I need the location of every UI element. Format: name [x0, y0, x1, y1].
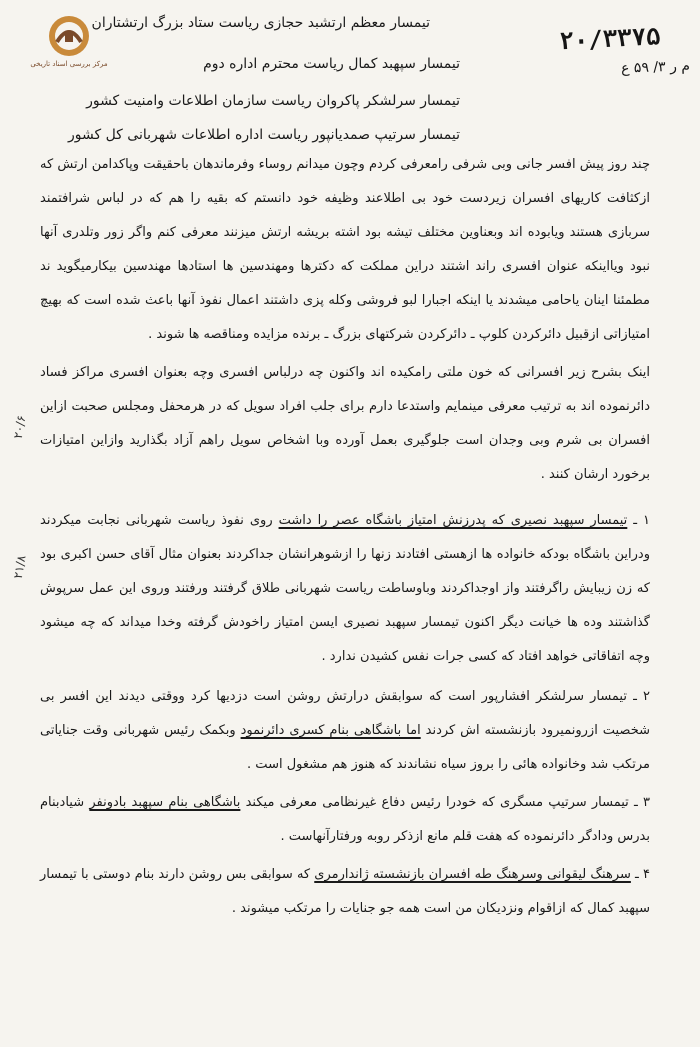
paragraph-intro: چند روز پیش افسر جانی وبی شرفی رامعرفی کردم وچون میدانم روساء وفرماندهان باحقیقت وپاکدامن ارتش که ازکثافت کاریهای افسران زیردست خود بی اطلاعند وظیفه خود دانستم که بقیه را هم که در لباس شرافتمند سربازی هستند ویابوده اند وبعناوین مختلف تیشه بود اشته بریشه ارتش میزنند معرفی کنم واگر زور وتلدری آنها نبود ویااینکه عنوان افسری راند اشتند دراین مملکت که دکترها ومهندسین ها استادها مهندسین بیکارمیگوید ند مطمئنا اینان یاحامی میشدند یا اینکه اجبارا لبو فروشی وکله پزی داشتند اعمال نفوذ آنها باعث شده است که بهیچ امتیازاتی ازقبیل دائرکردن کلوپ ـ دائرکردن شرکتهای بزرگ ـ برنده مزایده ومناقصه ها شوند . — [40, 157, 650, 342]
list-item-2: ۲ ـ تیمسار سرلشکر افشارپور است که سوابقش درارتش روشن است دزدیها کرد ووقتی دیدند این افسر بی شخصیت ازرونمیرود بازنشسته اش کردند اما باشگاهی بنام کسری دائرنمود وبکمک رئیس شهربانی وقت جنایاتی مرتکب شد وخانواده هائی را بروز سیاه نشاندند که هنوز هم مشغول است . — [40, 689, 650, 772]
addressee-1: تیمسار معظم ارتشبد حجازی ریاست ستاد بزرگ ارتشتاران — [91, 15, 430, 31]
underlined-text: باشگاهی بنام سپهبد بادونفر — [89, 795, 241, 810]
underlined-text: اما باشگاهی بنام کسری دائرنمود — [240, 723, 421, 738]
archive-logo-text: مرکز بررسی اسناد تاریخی — [30, 60, 108, 68]
margin-note-1: ۲۰/۶ — [10, 414, 29, 440]
underlined-text: تیمسار سپهبد نصیری که پدرزنش امتیاز باشگاه عصر را داشت — [278, 513, 628, 528]
letter-body — [40, 148, 650, 926]
addressee-3: تیمسار سرلشکر پاکروان ریاست سازمان اطلاعات وامنیت کشور — [86, 93, 460, 109]
underlined-text: سرهنگ لیقوانی وسرهنگ طه افسران بازنشسته ژاندارمری — [314, 867, 631, 882]
paragraph-second: اینک بشرح زیر افسرانی که خون ملتی رامکیده اند واکنون چه درلباس افسری وچه بعنوان افسری مراکز فساد دائرنموده اند به ترتیب معرفی مینمایم واستدعا دارم برای جلب افراد سویل که در هرمحفل ومجلس صحبت ازاین افسران بی شرم وبی وجدان است جلوگیری بعمل آورده وبا اشخاص سویل راهم آزاد بگذارید وازاین امتیازات برخورد ارشان کنند . — [40, 365, 650, 482]
document-subnumber: م ر ۳/ ۵۹ ع — [620, 58, 691, 77]
list-item-1: ۱ ـ تیمسار سپهبد نصیری که پدرزنش امتیاز باشگاه عصر را داشت روی نفوذ ریاست شهربانی نجابت میکردند ودراین باشگاه بودکه خانواده ها ازهستی افتادند زنها را ازشوهرانشان جداکردند بعنوان مثال آقای حسن اکبری بود که زن زیبایش راگرفتند واز اوجداکردند وباوساطت ریاست شهربانی طلاق گرفتند ورفتند وروی این عمل سرپوش گذاشتند وده ها خیانت دیگر اکنون تیمسار سپهبد نصیری ایسن امتیاز راخودش گرفته وخدا میداند که چه میشود وچه اتفاقاتی خواهد افتاد که کسی جرات نفس کشیدن ندارد . — [40, 513, 651, 664]
archive-emblem-icon — [47, 14, 91, 58]
addressee-4: تیمسار سرتیپ صمدیانپور ریاست اداره اطلاعات شهربانی کل کشور — [67, 127, 460, 143]
document-number: ۲۰/۳۳۷۵ — [558, 22, 662, 56]
margin-note-2: ۲۱/۸ — [10, 554, 29, 580]
addressee-2: تیمسار سپهبد کمال ریاست محترم اداره دوم — [203, 56, 460, 72]
list-item-4: ۴ ـ سرهنگ لیقوانی وسرهنگ طه افسران بازنشسته ژاندارمری که سوابقی بس روشن دارند بنام دوستی با تیمسار سپهبد کمال که ازاقوام ونزدیکان من است همه جو جنایات را مرتکب میشوند . — [40, 867, 651, 916]
list-item-3: ۳ ـ تیمسار سرتیپ مسگری که خودرا رئیس دفاع غیرنظامی معرفی میکند باشگاهی بنام سپهبد بادونفر شیادبنام بدرس ودادگر دائرنموده که هفت قلم مانع ازذکر روبه ورفتارآنهاست . — [40, 795, 650, 844]
